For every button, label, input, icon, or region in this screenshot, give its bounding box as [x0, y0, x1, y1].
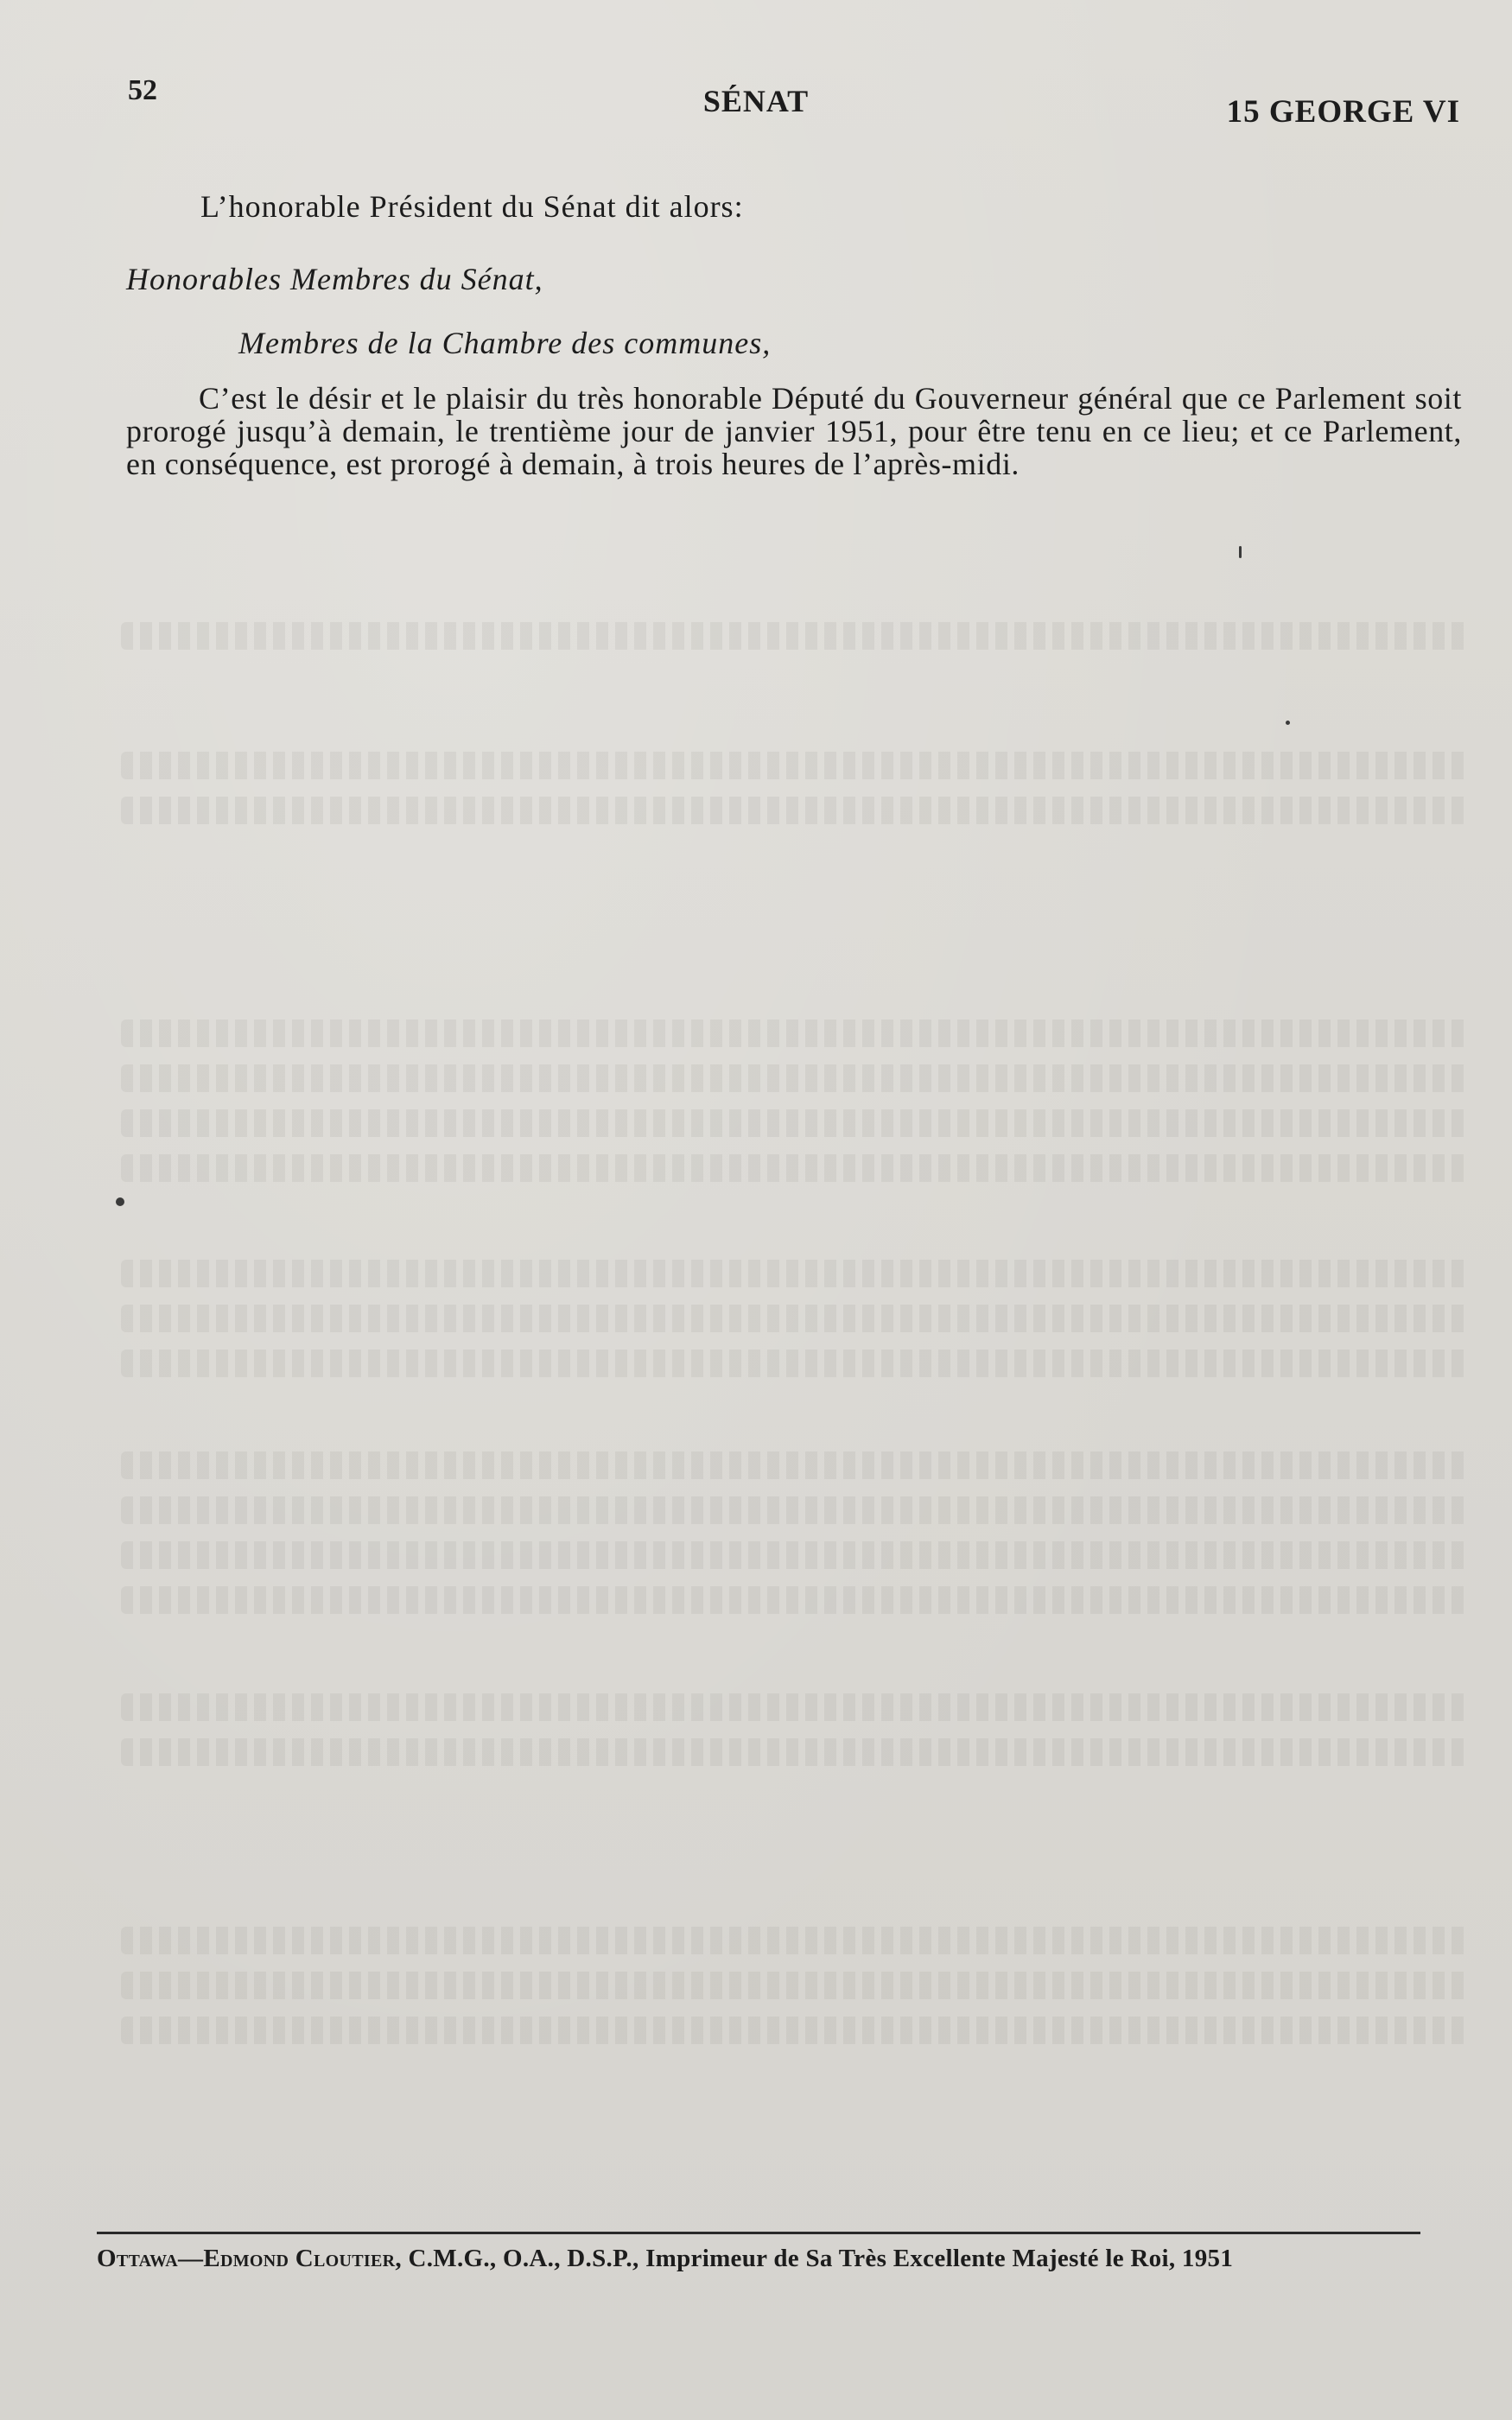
- bleed-through-line: [121, 1927, 1469, 1954]
- imprint-printer-name: Edmond Cloutier: [203, 2245, 396, 2272]
- imprint-separator: —: [178, 2245, 204, 2272]
- ink-speck: [116, 1197, 124, 1206]
- bleed-through-line: [121, 1350, 1469, 1377]
- running-head: SÉNAT: [702, 84, 810, 118]
- bleed-through-line: [121, 2017, 1469, 2044]
- intro-line: L’honorable Président du Sénat dit alors:: [200, 189, 744, 224]
- regnal-year: 15 GEORGE VI: [1226, 94, 1460, 130]
- bleed-through-line: [121, 1064, 1469, 1092]
- bleed-through-line: [121, 1451, 1469, 1479]
- bleed-through-line: [121, 1496, 1469, 1524]
- bleed-through-line: [121, 797, 1469, 824]
- ink-speck: [1239, 546, 1242, 558]
- salutation-senate: Honorables Membres du Sénat,: [126, 262, 543, 296]
- page-number: 52: [128, 74, 157, 106]
- footer-rule: [97, 2232, 1420, 2234]
- bleed-through-line: [121, 1693, 1469, 1721]
- bleed-through-line: [121, 1738, 1469, 1766]
- bleed-through-line: [121, 752, 1469, 779]
- bleed-through-line: [121, 1586, 1469, 1614]
- bleed-through-line: [121, 1541, 1469, 1569]
- imprint-city: Ottawa: [97, 2245, 179, 2272]
- bleed-through-line: [121, 1019, 1469, 1047]
- prorogation-paragraph: C’est le désir et le plaisir du très honorable Député du Gouverneur général que ce Parlement soit prorogé jusqu’à demain, le trentième jour de janvier 1951, pour être tenu en ce lieu; et ce Parlement, en conséquence, est prorogé à demain, à trois heures de l’après-midi.: [126, 381, 1462, 481]
- bleed-through-line: [121, 1154, 1469, 1182]
- printer-imprint: [97, 2245, 1420, 2273]
- bleed-through-line: [121, 1109, 1469, 1137]
- imprint-credentials: , C.M.G., O.A., D.S.P., Imprimeur de Sa Très Excellente Majesté le Roi, 1951: [395, 2245, 1234, 2272]
- ink-speck: [1286, 721, 1290, 725]
- bleed-through-line: [121, 1972, 1469, 1999]
- bleed-through-line: [121, 1260, 1469, 1287]
- salutation-commons: Membres de la Chambre des communes,: [238, 326, 772, 360]
- bleed-through-line: [121, 622, 1469, 650]
- bleed-through-line: [121, 1305, 1469, 1332]
